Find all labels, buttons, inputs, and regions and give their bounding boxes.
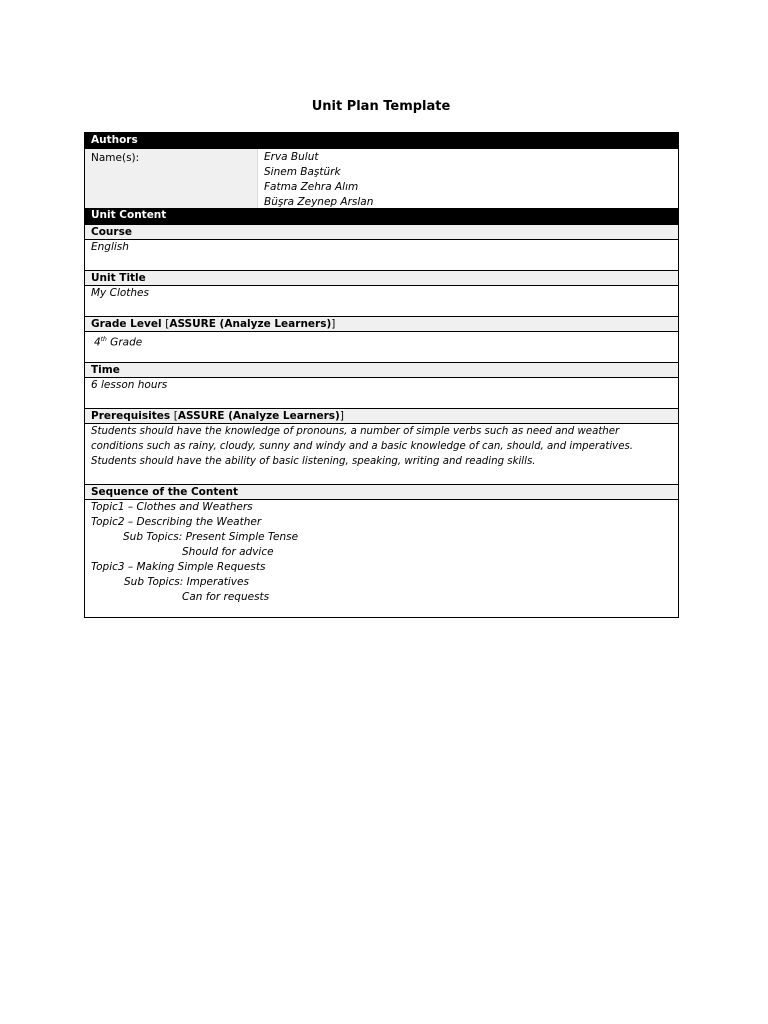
grade-number: 4: [94, 336, 101, 349]
grade-ordinal-suffix: th: [100, 336, 107, 343]
sequence-label: Sequence of the Content: [85, 484, 678, 500]
sequence-subtopic-item: Can for requests: [182, 591, 270, 603]
prerequisites-line: conditions such as rainy, cloudy, sunny and windy and a basic knowledge of can, should, and imperatives.: [91, 441, 634, 452]
course-value: English: [91, 241, 129, 253]
names-label: Name(s):: [91, 152, 140, 164]
prerequisites-label-text: Prerequisites: [91, 410, 174, 422]
bracket-close: ]: [331, 318, 336, 330]
prerequisites-label: [85, 408, 678, 424]
page-title: Unit Plan Template: [311, 99, 451, 114]
sequence-subtopic-item: Should for advice: [182, 546, 274, 558]
bracket-open: [: [165, 318, 170, 330]
time-label: Time: [85, 362, 678, 378]
prerequisites-line: Students should have the knowledge of pronouns, a number of simple verbs such as need and weather: [91, 426, 620, 437]
sequence-value: [85, 500, 678, 617]
authors-header: Authors: [85, 133, 678, 149]
grade-level-label-text: Grade Level: [91, 318, 166, 330]
sequence-topic: Topic1 – Clothes and Weathers: [91, 501, 253, 513]
sequence-topic: Topic2 – Describing the Weather: [91, 516, 262, 528]
grade-level-label: [85, 316, 678, 332]
time-value: 6 lesson hours: [91, 379, 168, 391]
assure-label: ASSURE (Analyze Learners): [169, 318, 332, 330]
assure-label: ASSURE (Analyze Learners): [177, 410, 340, 422]
grade-word: Grade: [106, 336, 143, 349]
unit-title-value: My Clothes: [91, 287, 149, 299]
sequence-subtopic: Sub Topics: Present Simple Tense: [123, 531, 299, 543]
sequence-subtopic: Sub Topics: Imperatives: [124, 576, 249, 588]
authors-row: [85, 149, 678, 208]
unit-content-header: Unit Content: [85, 208, 678, 224]
author-name: Sinem Baştürk: [264, 166, 341, 178]
grade-level-value: [85, 332, 678, 362]
prerequisites-line: Students should have the ability of basic listening, speaking, writing and reading skills.: [91, 456, 536, 467]
author-name: Büşra Zeynep Arslan: [264, 196, 374, 208]
author-name: Erva Bulut: [264, 151, 319, 163]
bracket-open: [: [173, 410, 178, 422]
unit-title-label: Unit Title: [85, 270, 678, 286]
author-names-cell: [257, 149, 678, 208]
author-name: Fatma Zehra Alım: [264, 181, 359, 193]
sequence-topic: Topic3 – Making Simple Requests: [91, 561, 266, 573]
course-label: Course: [85, 224, 678, 240]
bracket-close: ]: [339, 410, 344, 422]
unit-plan-form: [84, 132, 679, 618]
prerequisites-value: [85, 424, 678, 484]
